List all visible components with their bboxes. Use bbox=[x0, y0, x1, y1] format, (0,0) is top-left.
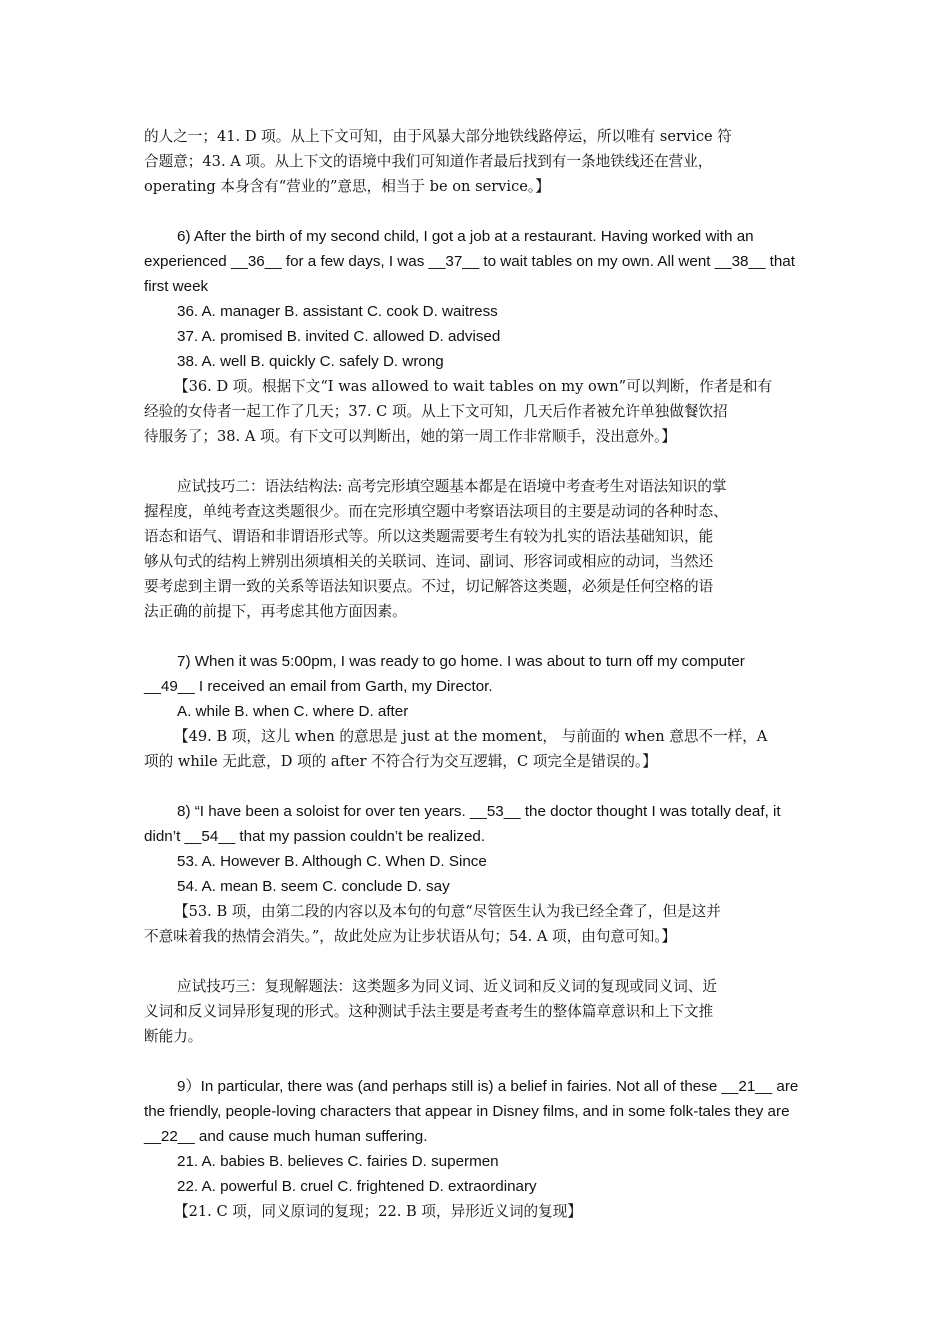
text-line: 的人之一；41. D 项。从上下文可知，由于风暴大部分地铁线路停运，所以唯有 service 符 bbox=[144, 128, 732, 145]
text-line: 经验的女侍者一起工作了几天；37. C 项。从上下文可知，几天后作者被允许单独做餐饮招 bbox=[144, 403, 728, 420]
example-7-answer bbox=[144, 724, 808, 774]
text-line: 【49. B 项，这儿 when 的意思是 just at the moment， 与前面的 when 意思不一样，A bbox=[174, 728, 768, 745]
text-line: 不意味着我的热情会消失。”，故此处应为让步状语从句；54. A 项，由句意可知。】 bbox=[144, 928, 677, 945]
example-9-passage bbox=[144, 1074, 808, 1149]
text-line: __49__ I received an email from Garth, my Director. bbox=[144, 678, 493, 695]
example-9-options bbox=[144, 1149, 808, 1199]
example-6-options bbox=[144, 299, 808, 374]
text-line: 握程度，单纯考查这类题很少。而在完形填空题中考察语法项目的主要是动词的各种时态、 bbox=[144, 503, 728, 520]
text-line: didn’t __54__ that my passion couldn’t be realized. bbox=[144, 828, 486, 845]
text-line: 54. A. mean B. seem C. conclude D. say bbox=[177, 878, 450, 895]
text-line: 22. A. powerful B. cruel C. frightened D. extraordinary bbox=[177, 1178, 537, 1195]
example-6-answer bbox=[144, 374, 808, 449]
example-8-options bbox=[144, 849, 808, 899]
example-6-passage bbox=[144, 224, 808, 299]
text-line: 应试技巧二：语法结构法: 高考完形填空题基本都是在语境中考查考生对语法知识的掌 bbox=[177, 478, 727, 495]
text-line: 断能力。 bbox=[144, 1028, 203, 1045]
text-line: 37. A. promised B. invited C. allowed D. advised bbox=[177, 328, 501, 345]
text-line: 【53. B 项，由第二段的内容以及本句的句意“尽管医生认为我已经全聋了，但是这并 bbox=[174, 903, 721, 920]
text-line: A. while B. when C. where D. after bbox=[177, 703, 409, 720]
text-line: experienced __36__ for a few days, I was __37__ to wait tables on my own. All went __38__ that bbox=[144, 253, 795, 270]
tip-3-repetition bbox=[144, 974, 808, 1049]
paragraph-spacer bbox=[144, 449, 808, 474]
text-line: 36. A. manager B. assistant C. cook D. waitress bbox=[177, 303, 498, 320]
paragraph-spacer bbox=[144, 199, 808, 224]
text-line: 法正确的前提下，再考虑其他方面因素。 bbox=[144, 603, 407, 620]
text-line: 待服务了；38. A 项。有下文可以判断出，她的第一周工作非常顺手，没出意外。】 bbox=[144, 428, 676, 445]
answer-key-5-continued bbox=[144, 124, 808, 199]
text-line: 53. A. However B. Although C. When D. Since bbox=[177, 853, 487, 870]
paragraph-spacer bbox=[144, 949, 808, 974]
text-line: 8) “I have been a soloist for over ten years. __53__ the doctor thought I was totally deaf, it bbox=[177, 803, 781, 820]
text-line: 项的 while 无此意，D 项的 after 不符合行为交互逻辑，C 项完全是错误的。】 bbox=[144, 753, 657, 770]
text-line: 9）In particular, there was (and perhaps still is) a belief in fairies. Not all of these __21__ are bbox=[177, 1078, 799, 1095]
text-line: 应试技巧三：复现解题法：这类题多为同义词、近义词和反义词的复现或同义词、近 bbox=[177, 978, 717, 995]
text-line: 【36. D 项。根据下文“I was allowed to wait tables on my own”可以判断，作者是和有 bbox=[174, 378, 773, 395]
text-line: 7) When it was 5:00pm, I was ready to go home. I was about to turn off my computer bbox=[177, 653, 745, 670]
text-line: 6) After the birth of my second child, I got a job at a restaurant. Having worked with an bbox=[177, 228, 754, 245]
text-line: 要考虑到主谓一致的关系等语法知识要点。不过，切记解答这类题，必须是任何空格的语 bbox=[144, 578, 714, 595]
text-line: first week bbox=[144, 278, 209, 295]
text-line: 合题意；43. A 项。从上下文的语境中我们可知道作者最后找到有一条地铁线还在营业， bbox=[144, 153, 713, 170]
text-line: 语态和语气、谓语和非谓语形式等。所以这类题需要考生有较为扎实的语法基础知识，能 bbox=[144, 528, 714, 545]
text-line: 【21. C 项，同义原词的复现；22. B 项，异形近义词的复现】 bbox=[174, 1203, 582, 1220]
example-7-options bbox=[144, 699, 808, 724]
text-line: 够从句式的结构上辨别出须填相关的关联词、连词、副词、形容词或相应的动词，当然还 bbox=[144, 553, 714, 570]
document-page bbox=[144, 124, 808, 1224]
text-line: 义词和反义词异形复现的形式。这种测试手法主要是考查考生的整体篇章意识和上下文推 bbox=[144, 1003, 714, 1020]
example-8-answer bbox=[144, 899, 808, 949]
example-8-passage bbox=[144, 799, 808, 849]
paragraph-spacer bbox=[144, 624, 808, 649]
example-7-passage bbox=[144, 649, 808, 699]
text-line: the friendly, people-loving characters that appear in Disney films, and in some folk-tales they are bbox=[144, 1103, 790, 1120]
paragraph-spacer bbox=[144, 774, 808, 799]
text-line: __22__ and cause much human suffering. bbox=[144, 1128, 428, 1145]
example-9-answer bbox=[144, 1199, 808, 1224]
text-line: 38. A. well B. quickly C. safely D. wrong bbox=[177, 353, 444, 370]
tip-2-grammar-structure bbox=[144, 474, 808, 624]
text-line: operating 本身含有“营业的”意思，相当于 be on service。】 bbox=[144, 178, 550, 195]
text-line: 21. A. babies B. believes C. fairies D. supermen bbox=[177, 1153, 499, 1170]
paragraph-spacer bbox=[144, 1049, 808, 1074]
